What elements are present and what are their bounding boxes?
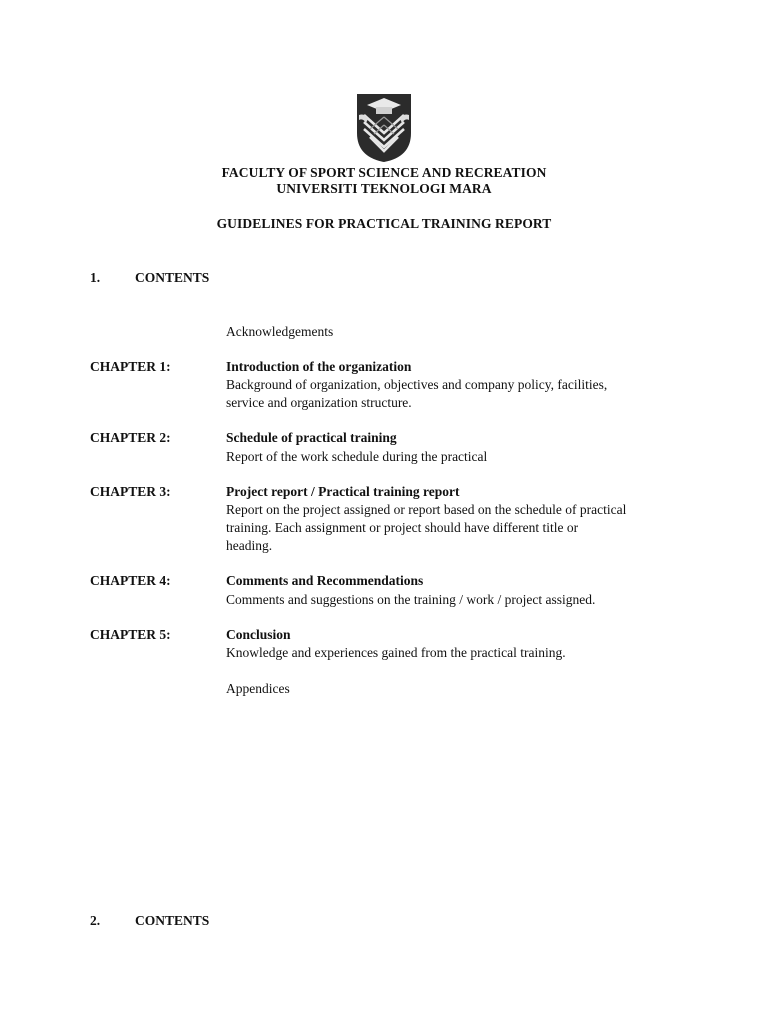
chapter-description-line: training. Each assignment or project should have different title or (226, 520, 579, 535)
chapter-label: CHAPTER 3: (90, 484, 171, 499)
chapter-label: CHAPTER 4: (90, 573, 171, 588)
faculty-name: FACULTY OF SPORT SCIENCE AND RECREATION (221, 165, 547, 180)
chapter-title: Project report / Practical training report (226, 484, 460, 499)
chapter-description-line: Report on the project assigned or report based on the schedule of practical (226, 502, 627, 517)
acknowledgements-item: Acknowledgements (226, 324, 334, 339)
section-1-title: CONTENTS (135, 270, 210, 285)
chapter-description-line: heading. (226, 538, 273, 553)
chapter-description-line: Background of organization, objectives and company policy, facilities, (226, 377, 608, 392)
chapter-title: Introduction of the organization (226, 359, 412, 374)
chapter-description-line: Comments and suggestions on the training / work / project assigned. (226, 592, 596, 607)
university-name: UNIVERSITI TEKNOLOGI MARA (276, 181, 492, 196)
chapter-label: CHAPTER 1: (90, 359, 171, 374)
chapter-title: Schedule of practical training (226, 430, 397, 445)
section-2-number: 2. (90, 913, 101, 928)
document-title: GUIDELINES FOR PRACTICAL TRAINING REPORT (216, 216, 552, 231)
university-crest-icon (356, 93, 412, 163)
chapter-label: CHAPTER 2: (90, 430, 171, 445)
chapter-label: CHAPTER 5: (90, 627, 171, 642)
chapter-description-line: service and organization structure. (226, 395, 412, 410)
chapter-description-line: Report of the work schedule during the practical (226, 449, 488, 464)
chapter-title: Comments and Recommendations (226, 573, 424, 588)
section-1-number: 1. (90, 270, 101, 285)
appendices-item: Appendices (226, 681, 290, 696)
chapter-title: Conclusion (226, 627, 291, 642)
section-2-title: CONTENTS (135, 913, 210, 928)
chapter-description-line: Knowledge and experiences gained from the practical training. (226, 645, 566, 660)
